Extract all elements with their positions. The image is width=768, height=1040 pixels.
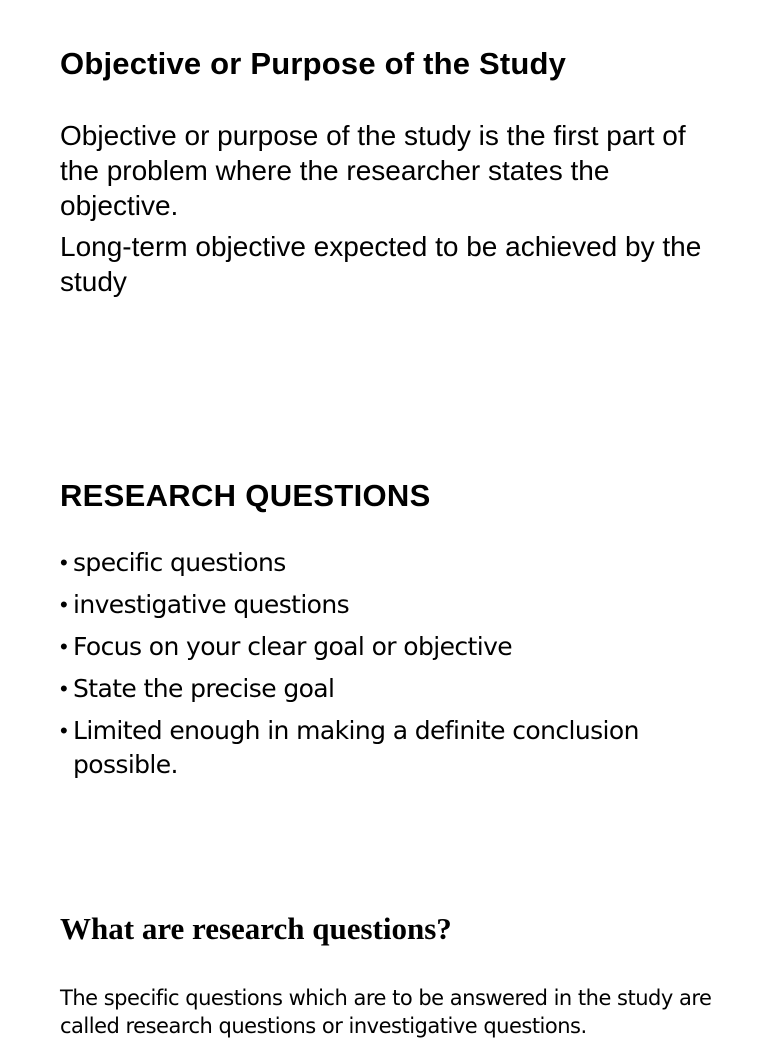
what-are-heading: What are research questions?: [60, 911, 452, 946]
what-are-body: The specific questions which are to be answered in the study are called research questions or investigative questions.: [60, 986, 712, 1038]
list-item-text: Limited enough in making a definite conclusion possible.: [73, 716, 639, 779]
research-questions-heading: RESEARCH QUESTIONS: [60, 478, 431, 513]
what-are-research-questions-section: [60, 908, 728, 1040]
list-item: [60, 672, 728, 706]
list-item-text: specific questions: [73, 548, 286, 577]
list-item-text: State the precise goal: [73, 674, 335, 703]
bullet-icon: •: [60, 718, 68, 743]
list-item: [60, 546, 728, 580]
list-item-text: Focus on your clear goal or objective: [73, 632, 513, 661]
research-questions-list: [60, 546, 728, 782]
bullet-icon: •: [60, 634, 68, 659]
list-item: [60, 630, 728, 664]
bullet-icon: •: [60, 676, 68, 701]
list-item: [60, 588, 728, 622]
objective-section: [60, 44, 728, 299]
list-item-text: investigative questions: [73, 590, 350, 619]
objective-paragraph-1: Objective or purpose of the study is the first part of the problem where the researcher states the objective.: [60, 120, 686, 221]
objective-heading: Objective or Purpose of the Study: [60, 46, 567, 81]
objective-paragraph-2: Long-term objective expected to be achieved by the study: [60, 231, 702, 297]
research-questions-section: [60, 476, 728, 790]
bullet-icon: •: [60, 550, 68, 575]
list-item: [60, 714, 728, 782]
bullet-icon: •: [60, 592, 68, 617]
